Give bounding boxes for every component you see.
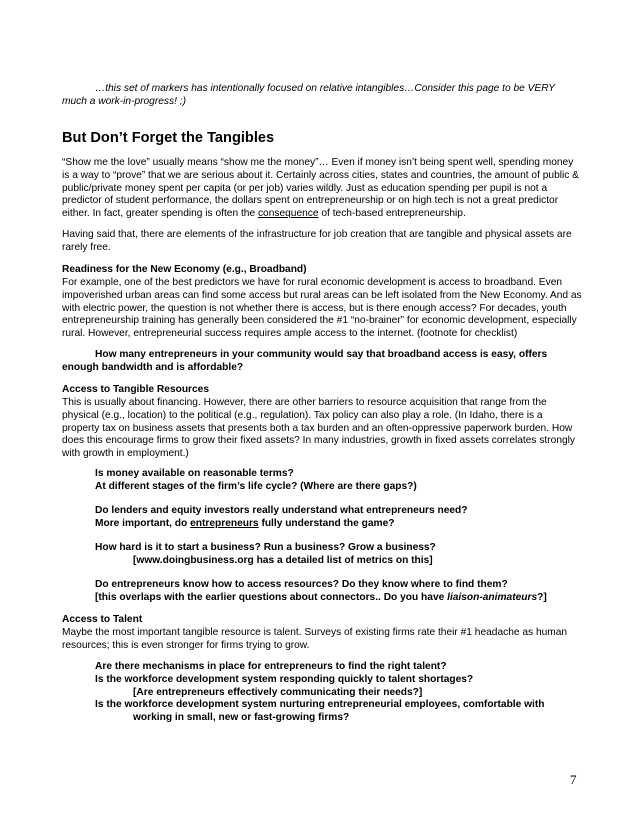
intro-note bbox=[62, 83, 582, 109]
resources-question-3 bbox=[95, 542, 585, 568]
paragraph-infrastructure: Having said that, there are elements of the infrastructure for job creation that are tangible and physical assets are rarely free. bbox=[62, 229, 572, 253]
resources-question-2 bbox=[95, 505, 585, 531]
question-text: Do entrepreneurs know how to access resources? Do they know where to find them? bbox=[95, 579, 508, 590]
talent-questions bbox=[95, 661, 585, 725]
resources-body: This is usually about financing. However, there are other barriers to resource acquisition that range from the physical (e.g., location) to the political (e.g., regulation). Tax policy can also play a role. (In Idaho, there is a property tax on business assets that presents both a tax burden and an often-oppressive paperwork burden. How does this encourage firms to grow their fixed assets? In many industries, growth in fixed assets correlates strongly with growth in employment.) bbox=[62, 397, 576, 460]
question-text: More important, do bbox=[95, 517, 191, 529]
resources-question-1 bbox=[95, 468, 585, 494]
question-subtext: [Are entrepreneurs effectively communicating their needs?] bbox=[133, 686, 423, 698]
underlined-word: consequence bbox=[257, 208, 319, 220]
question-text: Is money available on reasonable terms? bbox=[95, 468, 294, 479]
broadband-question bbox=[62, 349, 582, 375]
question-subtext: working in small, new or fast-growing firms? bbox=[133, 712, 350, 724]
broadband-question-line-1: How many entrepreneurs in your community would say that broadband access is easy, offers bbox=[95, 349, 548, 360]
intro-line-2: much a work-in-progress! ;) bbox=[62, 95, 186, 107]
page-number: 7 bbox=[570, 772, 577, 787]
resources-question-4 bbox=[95, 579, 585, 605]
broadband-title: Readiness for the New Economy (e.g., Broadband) bbox=[62, 264, 307, 275]
resources-title: Access to Tangible Resources bbox=[62, 384, 210, 395]
paragraph-money-end: of tech-based entrepreneurship. bbox=[318, 208, 466, 220]
section-heading: But Don’t Forget the Tangibles bbox=[62, 130, 275, 146]
question-subtext: [www.doingbusiness.org has a detailed list of metrics on this] bbox=[133, 554, 433, 566]
question-text: ?] bbox=[537, 591, 547, 603]
question-text: Are there mechanisms in place for entrepreneurs to find the right talent? bbox=[95, 661, 447, 672]
question-text: Is the workforce development system nurturing entrepreneurial employees, comfortable with bbox=[95, 699, 545, 711]
talent-body: Maybe the most important tangible resource is talent. Surveys of existing firms rate their #1 headache as human resources; this is even stronger for firms trying to grow. bbox=[62, 627, 568, 651]
paragraph-money-text: “Show me the love” usually means “show me the money”… Even if money isn’t being spent well, spending money is a way to “prove” that we are serious about it. Certainly across cities, states and countries, the amount of public & public/private money spent per capita (or per job) varies wildly. Just as education spending per pupil is not a predictor of student performance, the dollars spent on entrepreneurship or on high tech is not a great predictor either. In fact, greater spending is often the bbox=[62, 157, 579, 220]
question-text: Is the workforce development system responding quickly to talent shortages? bbox=[95, 673, 474, 685]
question-text: How hard is it to start a business? Run a business? Grow a business? bbox=[95, 542, 436, 553]
italic-term: liaison-animateurs bbox=[447, 591, 538, 603]
intro-line-1: …this set of markers has intentionally focused on relative intangibles…Consider this page to be VERY bbox=[95, 83, 555, 94]
question-text: [this overlaps with the earlier questions about connectors.. Do you have bbox=[95, 591, 448, 603]
broadband-question-line-2: enough bandwidth and is affordable? bbox=[62, 361, 244, 373]
question-text: Do lenders and equity investors really understand what entrepreneurs need? bbox=[95, 505, 468, 516]
question-text: At different stages of the firm’s life cycle? (Where are there gaps?) bbox=[95, 480, 417, 492]
paragraph-money bbox=[62, 157, 582, 221]
broadband-body: For example, one of the best predictors we have for rural economic development is access to broadband. Even impoverished urban areas can find some access but rural areas can be left isolated from the New Economy. And as with electric power, the question is not whether there is access, but is there enough access? For decades, youth entrepreneurship training has generally been considered the #1 “no-brainer” for economic development, especially rural. However, entrepreneurial success requires ample access to the internet. (footnote for checklist) bbox=[62, 277, 582, 340]
question-text: fully understand the game? bbox=[258, 517, 395, 529]
talent-title: Access to Talent bbox=[62, 614, 143, 625]
underlined-word: entrepreneurs bbox=[190, 517, 259, 529]
